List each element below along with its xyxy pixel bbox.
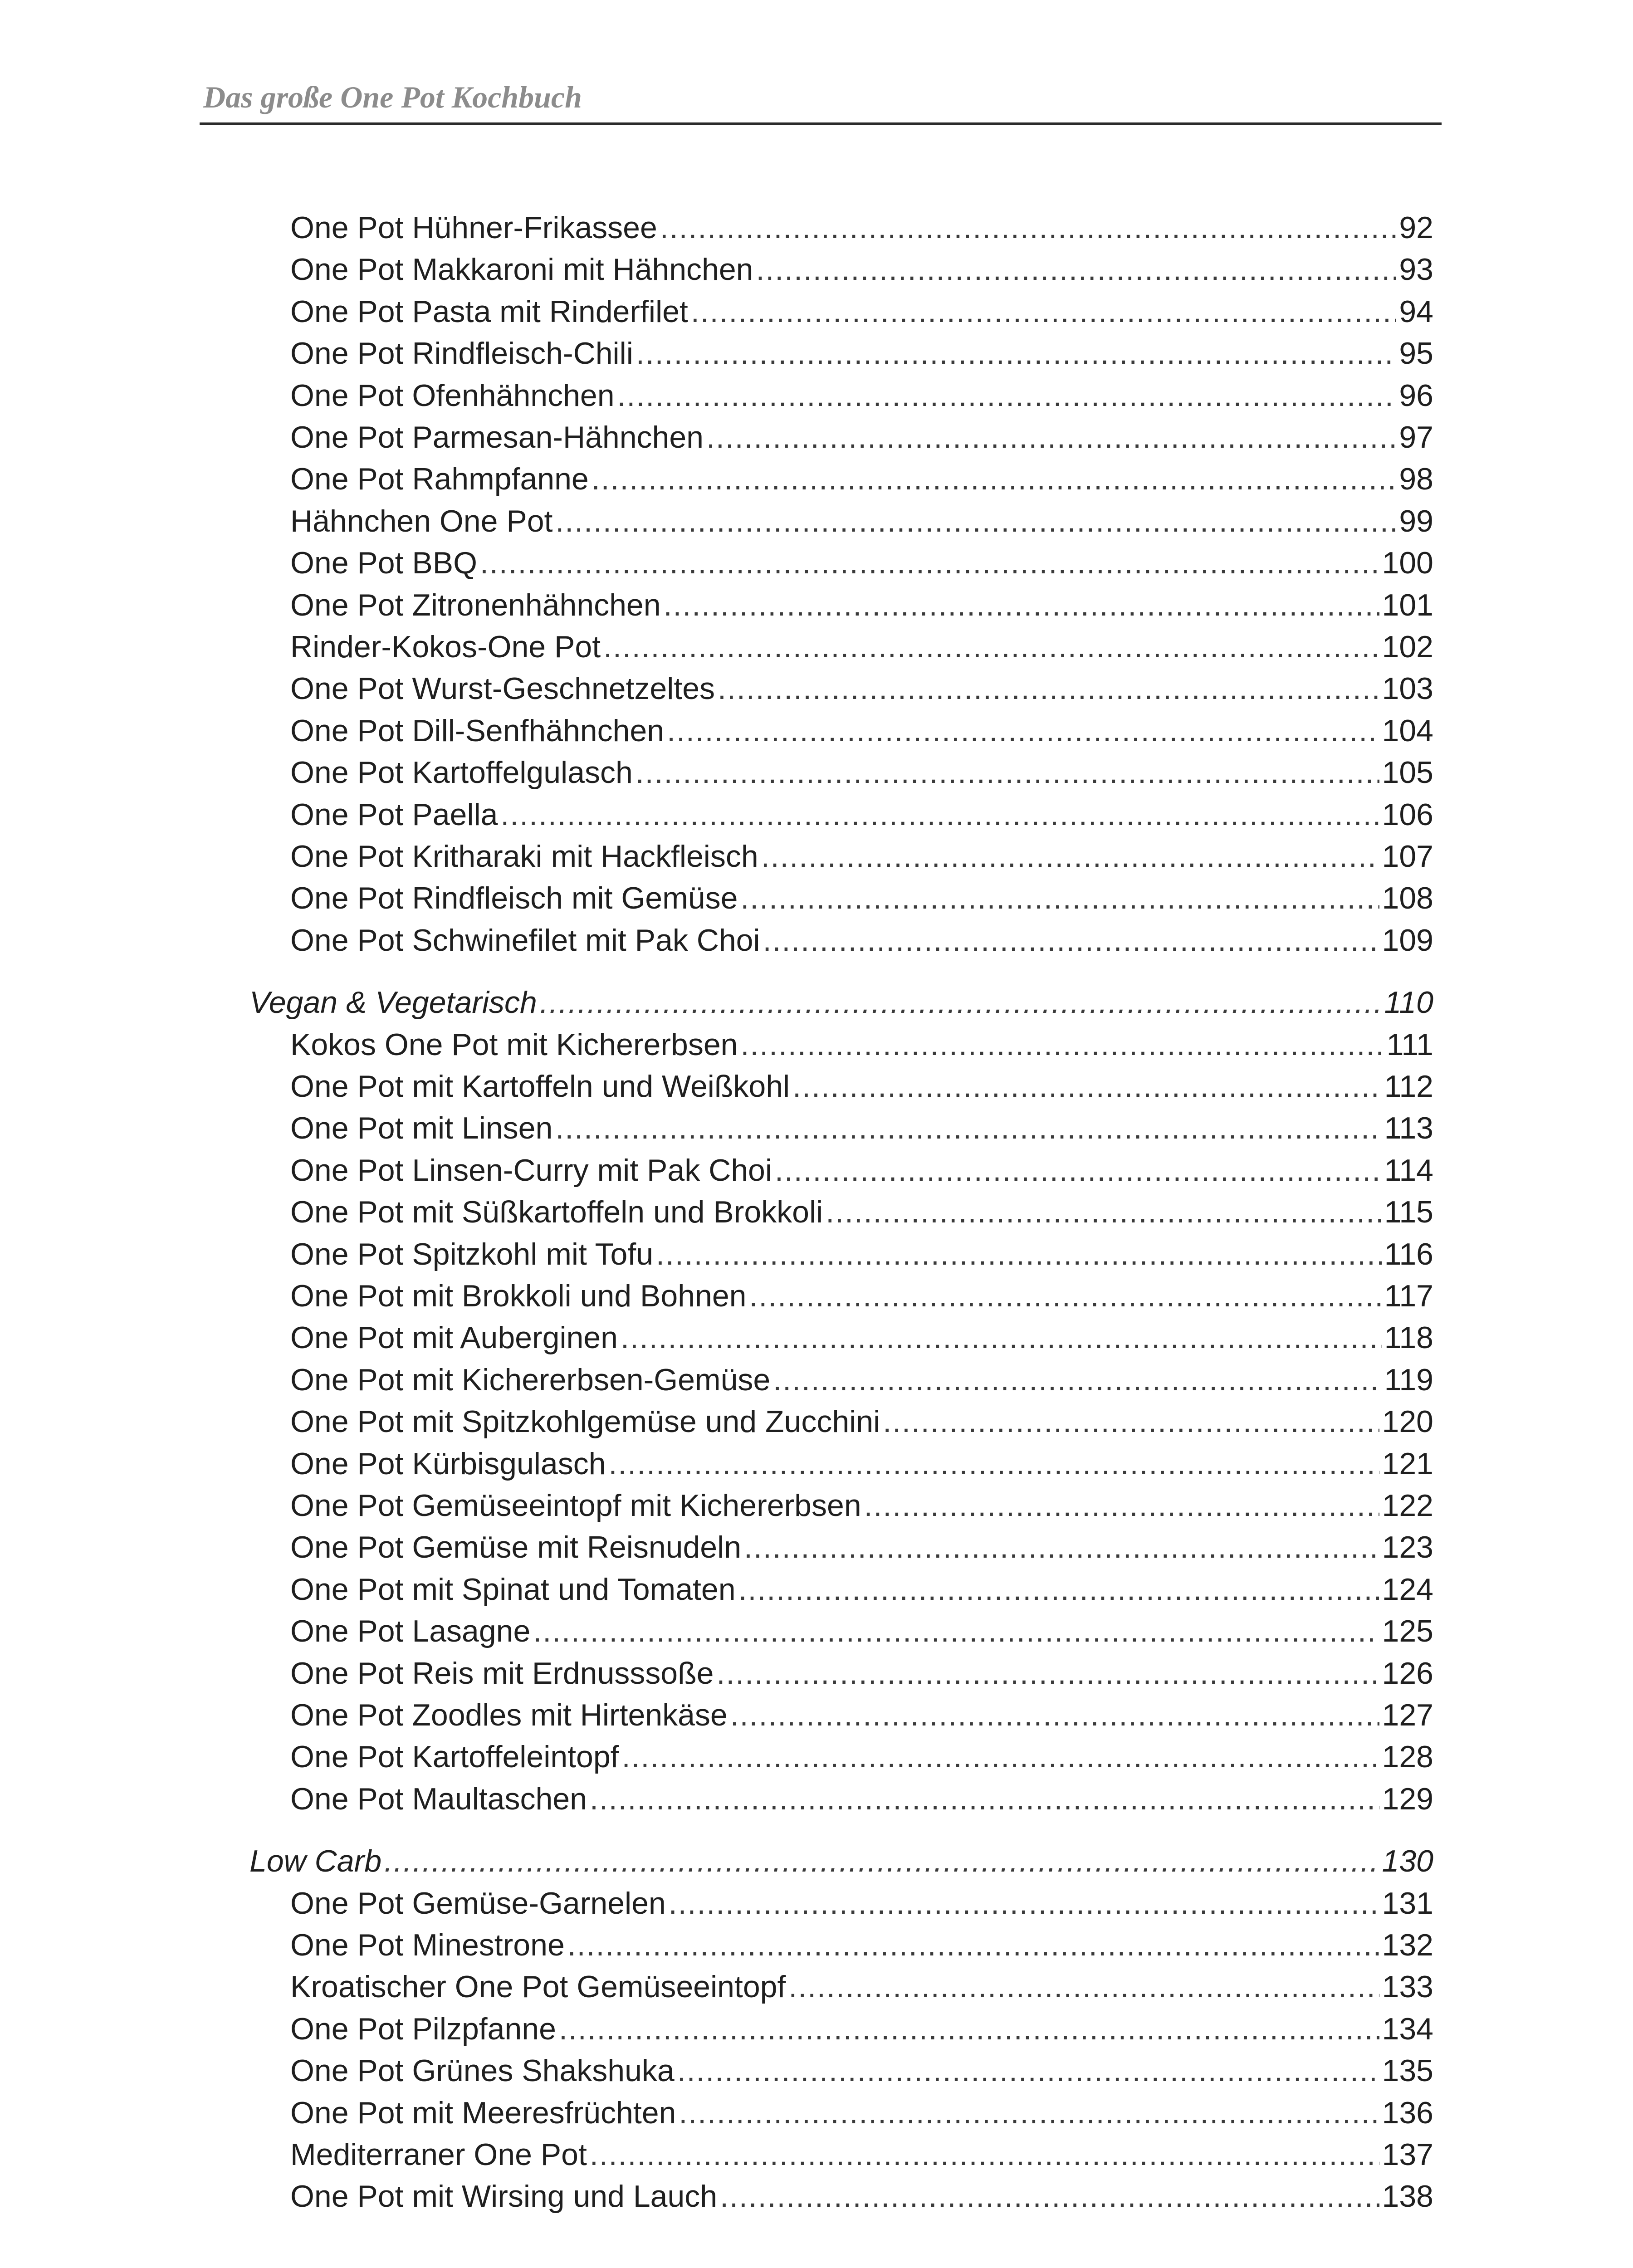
toc-entry-page-number: 112 [1384, 1069, 1433, 1104]
toc-entry-page-number: 99 [1399, 503, 1433, 538]
toc-entry-page-number: 133 [1382, 1970, 1433, 2004]
toc-dot-leader [384, 1840, 1379, 1882]
toc-dot-leader [636, 752, 1379, 793]
toc-dot-leader [590, 2134, 1379, 2175]
toc-entry [290, 416, 1433, 458]
toc-entry [290, 836, 1433, 877]
toc-entry-title: One Pot Lasagne [290, 1614, 531, 1649]
toc-dot-leader [622, 1736, 1379, 1778]
toc-entry-title: One Pot Paella [290, 797, 498, 832]
toc-entry-title: One Pot Kartoffeleintopf [290, 1740, 619, 1774]
toc-dot-leader [636, 332, 1396, 374]
toc-entry-title: One Pot Hühner-Frikassee [290, 210, 657, 245]
toc-entry-title: One Pot mit Spinat und Tomaten [290, 1572, 736, 1607]
toc-entry-title: One Pot Kartoffelgulasch [290, 755, 633, 790]
toc-dot-leader [679, 2092, 1379, 2134]
toc-entry-page-number: 128 [1382, 1740, 1433, 1774]
toc-entry-title: Kokos One Pot mit Kichererbsen [290, 1027, 738, 1062]
toc-entry [290, 500, 1433, 542]
toc-entry-title: One Pot mit Wirsing und Lauch [290, 2179, 718, 2214]
toc-entry [290, 1275, 1433, 1317]
toc-dot-leader [788, 1966, 1379, 2008]
toc-entry [290, 2175, 1433, 2217]
toc-entry [290, 668, 1433, 709]
toc-entry-page-number: 100 [1382, 546, 1433, 581]
toc-entry [290, 2092, 1433, 2134]
toc-entry [290, 2134, 1433, 2175]
toc-dot-leader [609, 1443, 1379, 1485]
toc-dot-leader [660, 207, 1397, 249]
toc-entry-page-number: 121 [1382, 1446, 1433, 1481]
toc-entry [290, 291, 1433, 332]
toc-entry [290, 1736, 1433, 1778]
toc-dot-leader [480, 542, 1379, 584]
toc-entry-title: One Pot Zitronenhähnchen [290, 587, 661, 622]
toc-dot-leader [775, 1149, 1382, 1191]
toc-dot-leader [720, 2175, 1379, 2217]
toc-entry-page-number: 134 [1382, 2011, 1433, 2046]
toc-section-entry [249, 982, 1433, 1023]
toc-entry-title: One Pot mit Auberginen [290, 1320, 618, 1355]
toc-dot-leader [740, 1024, 1384, 1066]
toc-dot-leader [559, 2008, 1379, 2050]
toc-entry [290, 1882, 1433, 1924]
toc-dot-leader [617, 375, 1397, 416]
toc-entry [290, 1024, 1433, 1066]
toc-entry-page-number: 131 [1382, 1886, 1433, 1921]
toc-entry-title: One Pot mit Brokkoli und Bohnen [290, 1279, 747, 1313]
toc-entry [290, 332, 1433, 374]
toc-entry-page-number: 98 [1399, 462, 1433, 497]
toc-dot-leader [756, 249, 1397, 290]
toc-dot-leader [603, 626, 1379, 668]
toc-entry [290, 919, 1433, 961]
toc-dot-leader [761, 836, 1379, 877]
toc-entry [290, 1526, 1433, 1568]
toc-entry-title: One Pot Dill-Senfhähnchen [290, 713, 665, 748]
toc-dot-leader [738, 1569, 1379, 1610]
toc-entry-title: One Pot Gemüseeintopf mit Kichererbsen [290, 1488, 861, 1523]
toc-dot-leader [730, 1694, 1379, 1736]
toc-dot-leader [555, 500, 1396, 542]
toc-entry [290, 1778, 1433, 1820]
toc-entry [290, 1443, 1433, 1485]
toc-entry-page-number: 132 [1382, 1928, 1433, 1962]
toc-entry-page-number: 114 [1384, 1153, 1433, 1188]
toc-entry [290, 1359, 1433, 1401]
toc-entry-page-number: 104 [1382, 713, 1433, 748]
toc-entry [290, 1107, 1433, 1149]
toc-entry [290, 626, 1433, 668]
toc-dot-leader [656, 1233, 1382, 1275]
toc-entry-page-number: 108 [1382, 881, 1433, 916]
toc-entry-title: One Pot Pilzpfanne [290, 2011, 556, 2046]
toc-entry-page-number: 135 [1382, 2053, 1433, 2088]
toc-entry-page-number: 92 [1399, 210, 1433, 245]
toc-dot-leader [667, 710, 1379, 752]
toc-entry [290, 1924, 1433, 1966]
toc-dot-leader [590, 1778, 1379, 1820]
toc-entry [290, 584, 1433, 626]
toc-entry-title: One Pot Kritharaki mit Hackfleisch [290, 839, 758, 874]
toc-entry-page-number: 105 [1382, 755, 1433, 790]
toc-entry-page-number: 136 [1382, 2095, 1433, 2130]
toc-entry-title: Vegan & Vegetarisch [249, 985, 537, 1020]
toc-entry-title: One Pot mit Süßkartoffeln und Brokkoli [290, 1195, 823, 1230]
toc-entry-title: One Pot Rindfleisch mit Gemüse [290, 881, 738, 916]
toc-entry-title: One Pot Linsen-Curry mit Pak Choi [290, 1153, 772, 1188]
toc-entry [290, 2050, 1433, 2092]
toc-entry-page-number: 96 [1399, 378, 1433, 413]
toc-entry-title: Low Carb [249, 1844, 382, 1879]
toc-entry [290, 1401, 1433, 1442]
toc-entry-title: Kroatischer One Pot Gemüseeintopf [290, 1970, 786, 2004]
toc-entry-page-number: 129 [1382, 1781, 1433, 1816]
toc-entry-page-number: 107 [1382, 839, 1433, 874]
header-rule [200, 122, 1442, 125]
toc-entry-page-number: 127 [1382, 1698, 1433, 1732]
toc-dot-leader [621, 1317, 1382, 1359]
toc-entry-title: One Pot mit Kichererbsen-Gemüse [290, 1362, 771, 1397]
toc-entry-page-number: 115 [1384, 1195, 1433, 1230]
toc-entry-title: Mediterraner One Pot [290, 2137, 587, 2172]
toc-entry-page-number: 113 [1384, 1111, 1433, 1146]
toc-dot-leader [864, 1485, 1379, 1526]
toc-dot-leader [555, 1107, 1381, 1149]
toc-entry-page-number: 126 [1382, 1656, 1433, 1691]
toc-entry-page-number: 93 [1399, 252, 1433, 287]
toc-entry-title: One Pot Zoodles mit Hirtenkäse [290, 1698, 728, 1732]
toc-entry [290, 794, 1433, 836]
toc-dot-leader [826, 1191, 1381, 1233]
toc-entry [290, 1652, 1433, 1694]
toc-dot-leader [677, 2050, 1379, 2092]
toc-entry [290, 2008, 1433, 2050]
toc-entry-title: One Pot mit Spitzkohlgemüse und Zucchini [290, 1404, 880, 1439]
toc-dot-leader [567, 1924, 1379, 1966]
toc-entry-title: One Pot Grünes Shakshuka [290, 2053, 675, 2088]
toc-entry-page-number: 118 [1384, 1320, 1433, 1355]
toc-entry-page-number: 125 [1382, 1614, 1433, 1649]
toc-entry-page-number: 109 [1382, 923, 1433, 958]
toc-entry [290, 1149, 1433, 1191]
toc-entry [290, 1569, 1433, 1610]
toc-entry [290, 1191, 1433, 1233]
toc-dot-leader [592, 458, 1397, 500]
toc-dot-leader [740, 877, 1379, 919]
toc-dot-leader [749, 1275, 1381, 1317]
toc-dot-leader [540, 982, 1382, 1023]
toc-entry-title: One Pot Parmesan-Hähnchen [290, 420, 704, 455]
toc-dot-leader [718, 668, 1379, 709]
toc-entry-title: One Pot mit Kartoffeln und Weißkohl [290, 1069, 790, 1104]
toc-entry-title: One Pot BBQ [290, 546, 477, 581]
toc-entry [290, 1966, 1433, 2008]
toc-entry-title: One Pot Pasta mit Rinderfilet [290, 294, 688, 329]
toc-section-entry [249, 1840, 1433, 1882]
toc-entry [290, 542, 1433, 584]
toc-dot-leader [716, 1652, 1379, 1694]
toc-entry-page-number: 124 [1382, 1572, 1433, 1607]
toc-entry [290, 1610, 1433, 1652]
toc-entry-page-number: 116 [1384, 1237, 1433, 1271]
toc-entry-page-number: 137 [1382, 2137, 1433, 2172]
toc-dot-leader [792, 1066, 1381, 1107]
toc-entry-page-number: 111 [1386, 1027, 1433, 1062]
toc-entry-title: One Pot Wurst-Geschnetzeltes [290, 671, 715, 706]
toc-entry [290, 458, 1433, 500]
toc-dot-leader [773, 1359, 1381, 1401]
toc-entry [290, 375, 1433, 416]
toc-dot-leader [664, 584, 1379, 626]
toc-dot-leader [500, 794, 1379, 836]
toc-entry-page-number: 101 [1382, 587, 1433, 622]
toc-entry-page-number: 122 [1382, 1488, 1433, 1523]
toc-entry-title: One Pot Makkaroni mit Hähnchen [290, 252, 753, 287]
toc-entry-title: One Pot Kürbisgulasch [290, 1446, 606, 1481]
running-header-title: Das große One Pot Kochbuch [203, 80, 582, 114]
toc-dot-leader [669, 1882, 1379, 1924]
toc-entry-page-number: 106 [1382, 797, 1433, 832]
toc-entry-page-number: 119 [1384, 1362, 1433, 1397]
toc-entry-page-number: 117 [1384, 1279, 1433, 1313]
toc-dot-leader [763, 919, 1379, 961]
toc-entry [290, 752, 1433, 793]
toc-entry-page-number: 110 [1384, 985, 1433, 1020]
toc-entry-title: Hähnchen One Pot [290, 503, 553, 538]
toc-entry-title: One Pot Ofenhähnchen [290, 378, 615, 413]
toc-entry-title: One Pot Reis mit Erdnusssoße [290, 1656, 714, 1691]
toc-entry-page-number: 120 [1382, 1404, 1433, 1439]
toc-entry-title: One Pot Schwinefilet mit Pak Choi [290, 923, 760, 958]
toc-entry-title: One Pot mit Meeresfrüchten [290, 2095, 676, 2130]
toc-entry-title: One Pot Maultaschen [290, 1781, 587, 1816]
toc-dot-leader [533, 1610, 1379, 1652]
toc-entry [290, 1233, 1433, 1275]
toc-entry [290, 877, 1433, 919]
toc-entry-page-number: 123 [1382, 1530, 1433, 1565]
toc-dot-leader [691, 291, 1397, 332]
toc-entry-page-number: 95 [1399, 336, 1433, 371]
toc-entry-title: One Pot Rindfleisch-Chili [290, 336, 633, 371]
toc-dot-leader [883, 1401, 1379, 1442]
toc-entry-title: Rinder-Kokos-One Pot [290, 630, 601, 664]
toc-entry-page-number: 94 [1399, 294, 1433, 329]
toc-entry [290, 710, 1433, 752]
toc-entry [290, 207, 1433, 249]
toc-entry [290, 1066, 1433, 1107]
toc-entry-page-number: 130 [1382, 1844, 1433, 1879]
toc-entry [290, 1485, 1433, 1526]
toc-entry-page-number: 103 [1382, 671, 1433, 706]
toc-entry-title: One Pot Gemüse-Garnelen [290, 1886, 666, 1921]
toc-entry-title: One Pot mit Linsen [290, 1111, 553, 1146]
toc-entry-title: One Pot Minestrone [290, 1928, 565, 1962]
toc-entry-page-number: 97 [1399, 420, 1433, 455]
toc-dot-leader [706, 416, 1396, 458]
toc-entry-page-number: 102 [1382, 630, 1433, 664]
toc-entry-title: One Pot Gemüse mit Reisnudeln [290, 1530, 742, 1565]
toc-entry-page-number: 138 [1382, 2179, 1433, 2214]
toc-entry [290, 249, 1433, 290]
toc-entry [290, 1694, 1433, 1736]
toc-dot-leader [744, 1526, 1379, 1568]
toc-entry-title: One Pot Rahmpfanne [290, 462, 589, 497]
toc-entry [290, 1317, 1433, 1359]
toc-entry-title: One Pot Spitzkohl mit Tofu [290, 1237, 654, 1271]
